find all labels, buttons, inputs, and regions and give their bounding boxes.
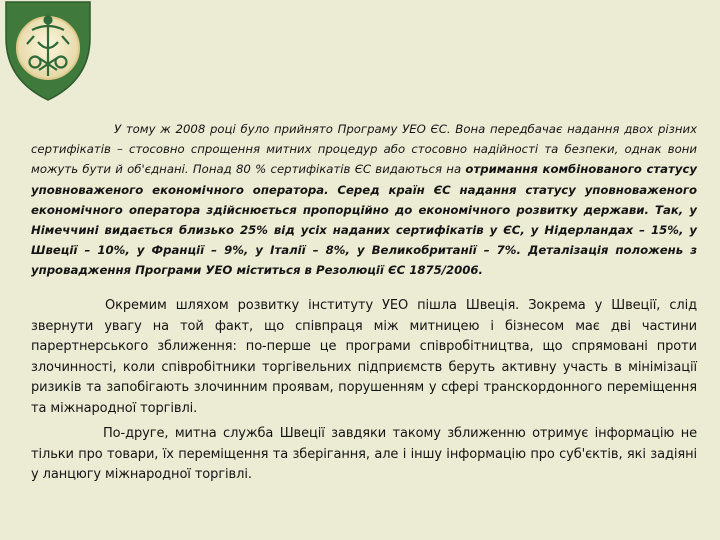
paragraph-sweden (31, 296, 697, 419)
customs-emblem-icon (0, 0, 96, 104)
paragraph-1-bold-text: отримання комбінованого статусу уповноваженого економічного оператора. Серед країн ЄС надання статусу уповноваженого економічного оператора здійснюється пропорційно до економічного розвитку держави. Так, у Німеччині видається близько 25% від усіх наданих сертифікатів у ЄС, у Нідерландах – 15%, у Швеції – 10%, у Франції – 9%, у Італії – 8%, у Великобританії – 7%. Деталізація положень з упровадження Програми УЕО міститься в Резолюції ЄС 1875/2006. (31, 162, 698, 278)
paragraph-3-text: По-друге, митна служба Швеції завдяки такому зближенню отримує інформацію не тільки про товари, їх переміщення та зберігання, але і іншу інформацію про суб'єктів, які задіяні у ланцюгу міжнародної торгівлі. (31, 426, 697, 482)
paragraph-eu-program (31, 119, 697, 281)
paragraph-second (31, 424, 697, 486)
paragraph-1-text: У тому ж 2008 році було прийнято Програму УЕО ЄС. Вона передбачає надання двох різних сертифікатів – стосовно спрощення митних процедур або стосовно надійності та безпеки, однак вони можуть бути й об'єднані. Понад 80 % сертифікатів ЄС видаються на (31, 122, 697, 177)
paragraph-2-text: Окремим шляхом розвитку інституту УЕО пішла Швеція. Зокрема у Швеції, слід звернути увагу на той факт, що співпраця між митницею і бізнесом має дві частини парертнерського зближення: по-перше це програми співробітництва, що спрямовані проти злочинності, коли співробітники торгівельних підприємств беруть активну участь в мінімізації ризиків та запобігають злочинним проявам, порушенням у сфері транскордонного переміщення та міжнародної торгівлі. (31, 298, 697, 416)
